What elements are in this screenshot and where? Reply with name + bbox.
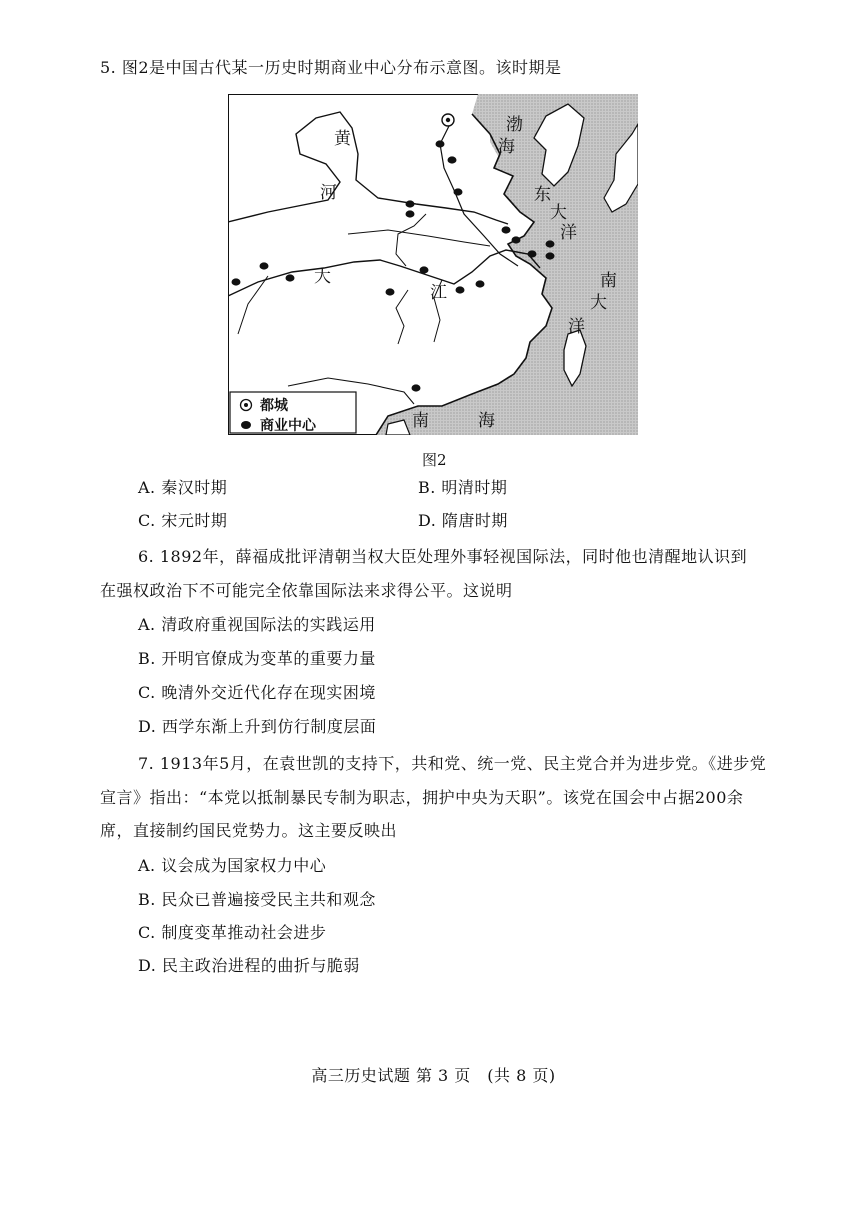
commercial-center-dot xyxy=(286,274,295,281)
q7-option-c[interactable]: C. 制度变革推动社会进步 xyxy=(138,923,327,942)
q7-option-a[interactable]: A. 议会成为国家权力中心 xyxy=(138,856,327,875)
question-7-stem-line3: 席，直接制约国民党势力。这主要反映出 xyxy=(100,821,398,840)
question-5-stem: 5. 图2是中国古代某一历史时期商业中心分布示意图。该时期是 xyxy=(100,58,562,77)
q6-option-c[interactable]: C. 晚清外交近代化存在现实困境 xyxy=(138,683,376,702)
label-nanhai-hai: 海 xyxy=(478,411,495,431)
commercial-center-dot xyxy=(546,240,555,247)
label-nan-yang: 洋 xyxy=(568,317,585,337)
legend-capital-label: 都城 xyxy=(260,398,288,414)
q5-option-a[interactable]: A. 秦汉时期 xyxy=(138,478,228,497)
label-dong-yang: 洋 xyxy=(560,223,577,243)
label-da: 大 xyxy=(314,267,331,287)
commercial-center-dot xyxy=(232,278,241,285)
commercial-center-dot xyxy=(512,236,521,243)
label-jiang: 江 xyxy=(430,283,447,303)
question-6-stem-line2: 在强权政治下不可能完全依靠国际法来求得公平。这说明 xyxy=(100,581,513,600)
commercial-center-dot xyxy=(502,226,511,233)
commercial-center-dot xyxy=(454,188,463,195)
q5-option-b[interactable]: B. 明清时期 xyxy=(418,478,508,497)
commercial-center-dot xyxy=(546,252,555,259)
q7-option-d[interactable]: D. 民主政治进程的曲折与脆弱 xyxy=(138,956,360,975)
q6-option-d[interactable]: D. 西学东渐上升到仿行制度层面 xyxy=(138,717,377,736)
label-nan: 南 xyxy=(600,271,617,291)
label-huang: 黄 xyxy=(334,129,351,149)
question-6-stem-line1: 6. 1892年，薛福成批评清朝当权大臣处理外事轻视国际法，同时他也清醒地认识到 xyxy=(138,547,748,566)
page-footer: 高三历史试题 第 3 页 (共 8 页) xyxy=(311,1066,556,1085)
commercial-center-dot xyxy=(448,156,457,163)
q5-option-d[interactable]: D. 隋唐时期 xyxy=(418,511,508,530)
q6-option-a[interactable]: A. 清政府重视国际法的实践运用 xyxy=(138,615,376,634)
commercial-center-dot xyxy=(436,140,445,147)
label-bo: 渤 xyxy=(506,115,523,135)
label-nanhai-nan: 南 xyxy=(412,411,429,431)
label-nan-da: 大 xyxy=(590,293,607,313)
commercial-center-dot xyxy=(420,266,429,273)
q6-option-b[interactable]: B. 开明官僚成为变革的重要力量 xyxy=(138,649,376,668)
label-dong-da: 大 xyxy=(550,203,567,223)
question-7-stem-line1: 7. 1913年5月，在袁世凯的支持下，共和党、统一党、民主党合并为进步党。《进步党 xyxy=(138,754,767,773)
legend-commercial-icon xyxy=(241,421,251,429)
label-dong: 东 xyxy=(534,185,551,205)
map-legend xyxy=(230,392,356,434)
q7-option-b[interactable]: B. 民众已普遍接受民主共和观念 xyxy=(138,890,376,909)
label-he: 河 xyxy=(320,183,337,203)
legend-commercial-label: 商业中心 xyxy=(260,418,316,434)
commercial-center-dot xyxy=(476,280,485,287)
commercial-center-dot xyxy=(406,210,415,217)
commercial-center-dot xyxy=(386,288,395,295)
commercial-center-dot xyxy=(406,200,415,207)
map-figure xyxy=(228,94,638,435)
question-7-stem-line2: 宣言》指出：“本党以抵制暴民专制为职志，拥护中央为天职”。该党在国会中占据200余 xyxy=(100,788,744,807)
capital-marker xyxy=(442,114,454,126)
commercial-center-dot xyxy=(528,250,537,257)
commercial-center-dot xyxy=(412,384,421,391)
q5-option-c[interactable]: C. 宋元时期 xyxy=(138,511,228,530)
label-bohai-hai: 海 xyxy=(498,137,515,157)
commercial-center-dot xyxy=(260,262,269,269)
figure-caption: 图2 xyxy=(422,451,447,469)
commercial-center-dot xyxy=(456,286,465,293)
map-svg xyxy=(228,94,638,435)
